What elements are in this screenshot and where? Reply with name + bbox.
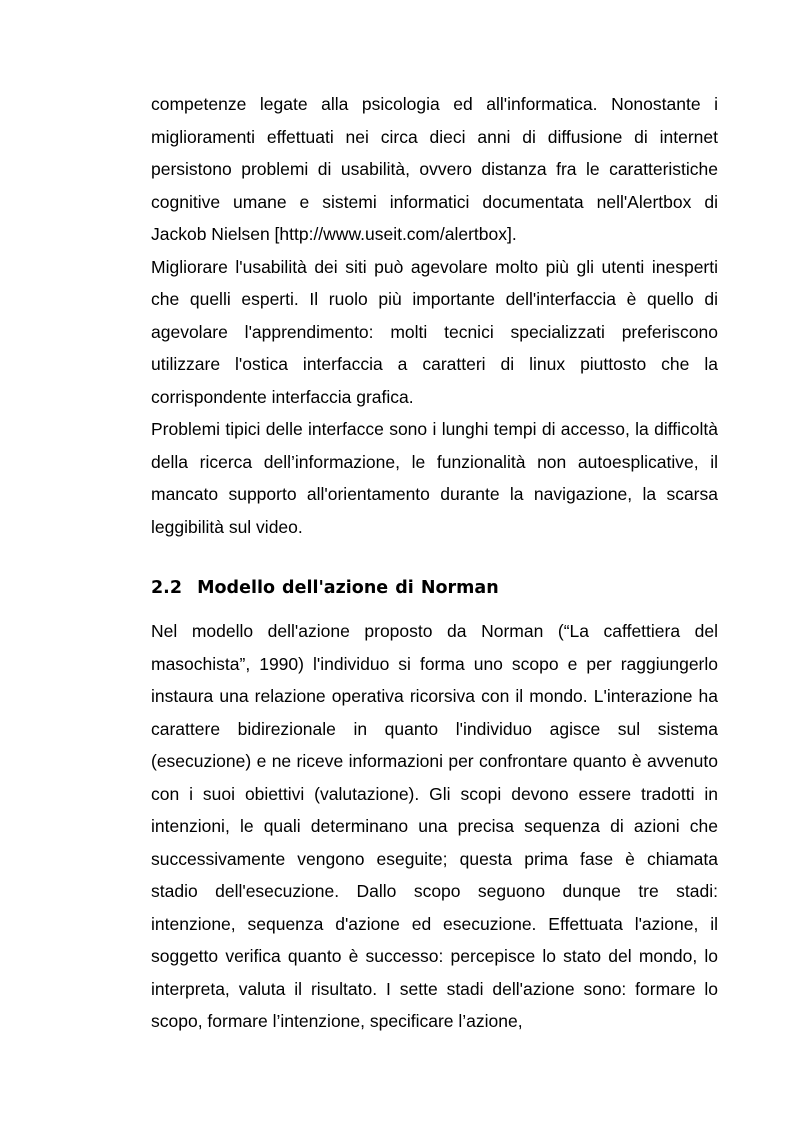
section-number: 2.2 [151,578,183,598]
document-page [151,88,718,1038]
section-heading [151,543,718,615]
paragraph-norman-model: Nel modello dell'azione proposto da Norman (“La caffettiera del masochista”, 1990) l'individuo si forma uno scopo e per raggiungerlo instaura una relazione operativa ricorsiva con il mondo. L'interazione ha carattere bidirezionale in quanto l'individuo agisce sul sistema (esecuzione) e ne riceve informazioni per confrontare quanto è avvenuto con i suoi obiettivi (valutazione). Gli scopi devono essere tradotti in intenzioni, le quali determinano una precisa sequenza di azioni che successivamente vengono eseguite; questa prima fase è chiamata stadio dell'esecuzione. Dallo scopo seguono dunque tre stadi: intenzione, sequenza d'azione ed esecuzione. Effettuata l'azione, il soggetto verifica quanto è successo: percepisce lo stato del mondo, lo interpreta, valuta il risultato. I sette stadi dell'azione sono: formare lo scopo, formare l’intenzione, specificare l’azione, [151,621,718,1031]
paragraph-typical-problems: Problemi tipici delle interfacce sono i lunghi tempi di accesso, la difficoltà della ricerca dell’informazione, le funzionalità non autoesplicative, il mancato supporto all'orientamento durante la navigazione, la scarsa leggibilità sul video. [151,419,718,537]
paragraph-usability-problems: competenze legate alla psicologia ed all'informatica. Nonostante i miglioramenti effettuati nei circa dieci anni di diffusione di internet persistono problemi di usabilità, ovvero distanza fra le caratteristiche cognitive umane e sistemi informatici documentata nell'Alertbox di Jackob Nielsen [http://www.useit.com/alertbox]. [151,94,718,244]
section-title: Modello dell'azione di Norman [197,578,499,598]
paragraph-improving-usability: Migliorare l'usabilità dei siti può agevolare molto più gli utenti inesperti che quelli esperti. Il ruolo più importante dell'interfaccia è quello di agevolare l'apprendimento: molti tecnici specializzati preferiscono utilizzare l'ostica interfaccia a caratteri di linux piuttosto che la corrispondente interfaccia grafica. [151,256,718,407]
